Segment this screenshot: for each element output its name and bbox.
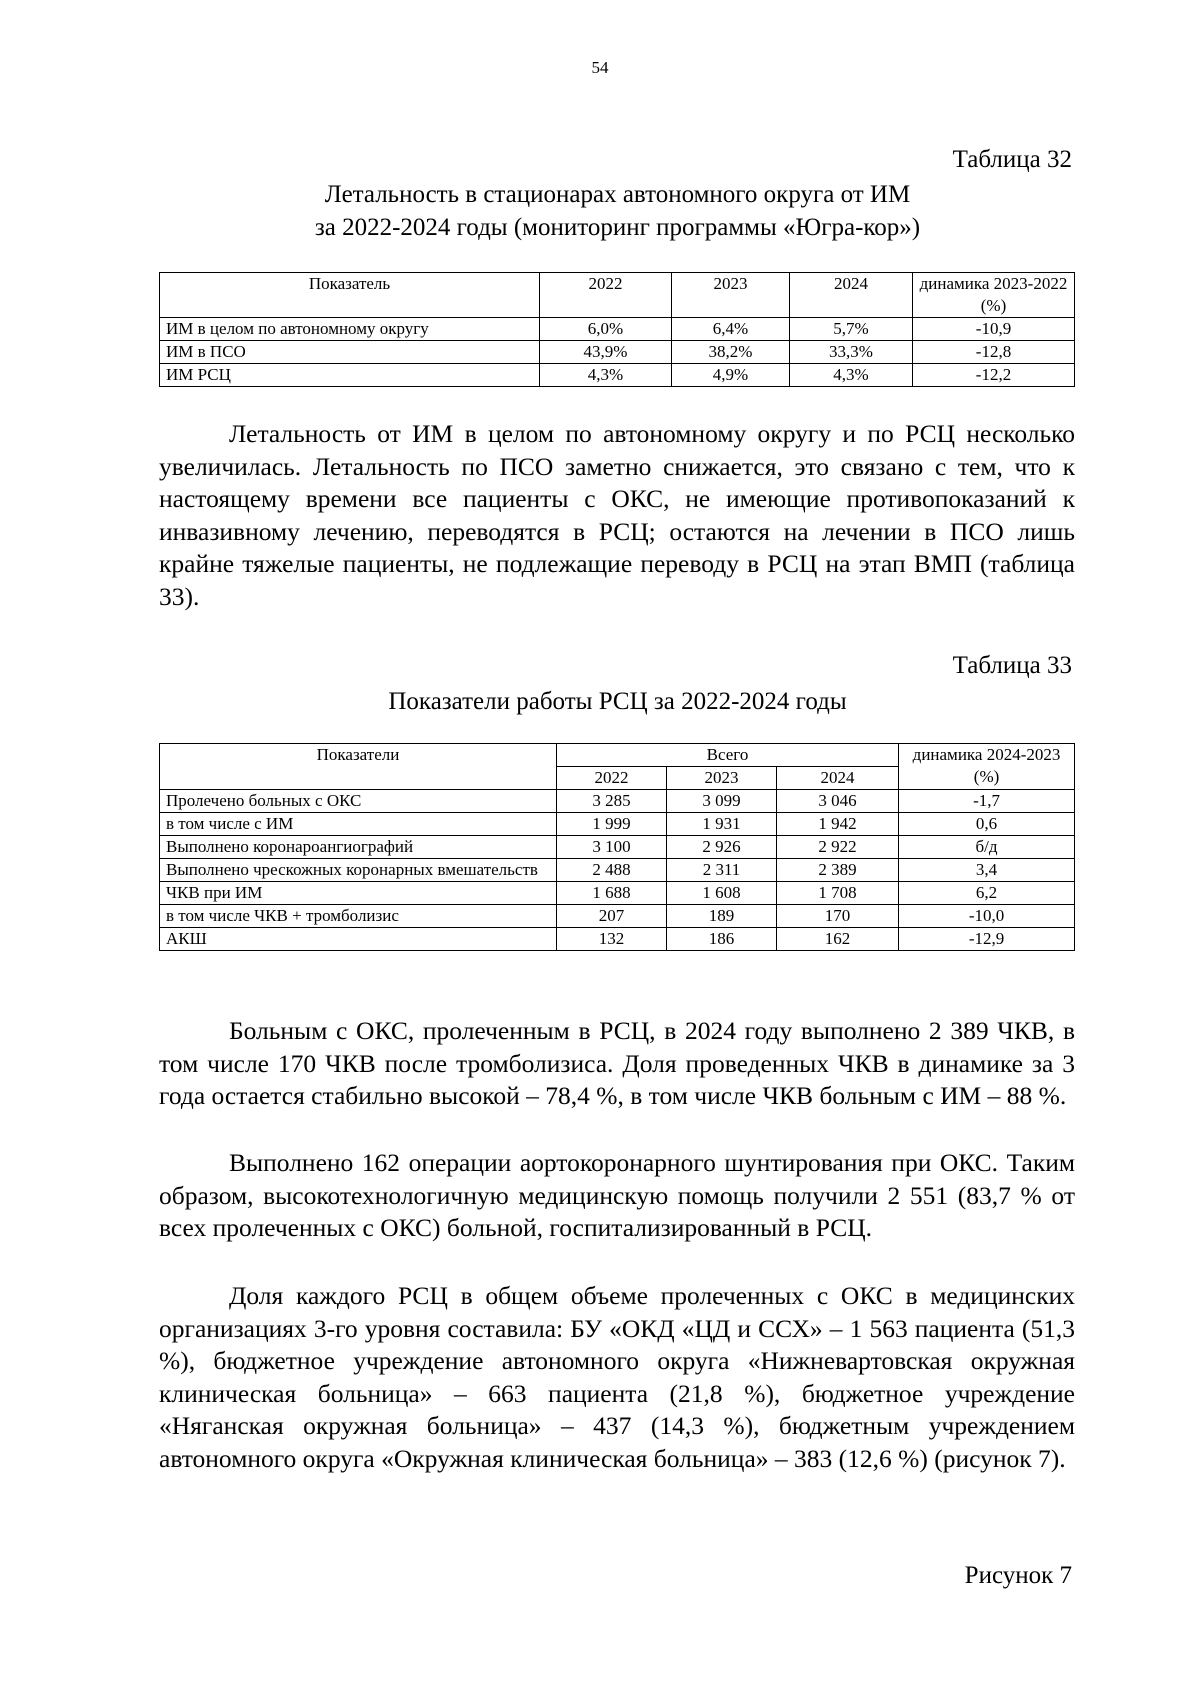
table33-year-cell: 2022 [557,767,667,790]
table-row [160,364,1075,387]
table-cell: 1 608 [667,882,777,905]
table33-header-total: Всего [557,744,899,767]
table-cell: ЧКВ при ИМ [160,882,557,905]
table33-year-cell: 2024 [777,767,899,790]
table-cell: 3 046 [777,790,899,813]
table-cell: -10,9 [913,318,1075,341]
table-row [160,318,1075,341]
table-cell: 3 285 [557,790,667,813]
paragraph-2: Больным с ОКС, пролеченным в РСЦ, в 2024 году выполнено 2 389 ЧКВ, в том числе 170 ЧКВ после тромболизиса. Доля проведенных ЧКВ в динамике за 3 года остается стабильно высокой – 78,4 %, в том числе ЧКВ больным с ИМ – 88 %. [159,1016,1075,1110]
table-cell: -12,8 [913,341,1075,364]
table33 [159,743,1075,951]
table-row [160,928,1075,951]
paragraph-4: Доля каждого РСЦ в общем объеме пролеченных с ОКС в медицинских организациях 3-го уровня составила: БУ «ОКД «ЦД и ССХ» – 1 563 пациента (51,3 %), бюджетное учреждение автономного округа «Нижневартовская окружная клиническая больница» – 663 пациента (21,8 %), бюджетное учреждение «Няганская окружная больница» – 437 (14,3 %), бюджетным учреждением автономного округа «Окружная клиническая больница» – 383 (12,6 %) (рисунок 7). [159,1281,1075,1473]
table-cell: в том числе с ИМ [160,813,557,836]
table-cell: -10,0 [899,905,1075,928]
table33-year-cell: 2023 [667,767,777,790]
table32 [159,272,1075,387]
table-cell: ИМ в ПСО [160,341,540,364]
table-cell: 3 099 [667,790,777,813]
table-cell: -1,7 [899,790,1075,813]
table-cell: Пролечено больных с ОКС [160,790,557,813]
table-cell: 4,9% [672,364,790,387]
table-cell: 186 [667,928,777,951]
table-cell: 1 708 [777,882,899,905]
table-cell: 170 [777,905,899,928]
table-row [160,790,1075,813]
table-cell: АКШ [160,928,557,951]
figure7-label: Рисунок 7 [964,1562,1072,1589]
table-cell: 207 [557,905,667,928]
table-cell: -12,9 [899,928,1075,951]
table-cell: 33,3% [790,341,913,364]
table33-header-dynamic: динамика 2024-2023 (%) [899,744,1075,790]
table-cell: 43,9% [540,341,672,364]
table33-label: Таблица 33 [952,652,1072,679]
table-cell: 2 926 [667,836,777,859]
table-row [160,813,1075,836]
table33-title: Показатели работы РСЦ за 2022-2024 годы [388,688,847,715]
table-cell: ИМ в целом по автономному округу [160,318,540,341]
table32-title [160,178,1075,244]
table-cell: 1 999 [557,813,667,836]
table-cell: 189 [667,905,777,928]
paragraph-3: Выполнено 162 операции аортокоронарного шунтирования при ОКС. Таким образом, высокотехнологичную медицинскую помощь получили 2 551 (83,7 % от всех пролеченных с ОКС) больной, госпитализированный в РСЦ. [159,1148,1075,1242]
table-cell: 6,2 [899,882,1075,905]
table32-title-line2: за 2022-2024 годы (мониторинг программы «Югра-кор») [314,214,921,241]
table-cell: 1 688 [557,882,667,905]
table-cell: б/д [899,836,1075,859]
table32-label: Таблица 32 [952,146,1072,173]
table-cell: 3,4 [899,859,1075,882]
table-cell: 2 311 [667,859,777,882]
table-cell: Выполнено коронароангиографий [160,836,557,859]
paragraph-1: Летальность от ИМ в целом по автономному округу и по РСЦ несколько увеличилась. Летальность по ПСО заметно снижается, это связано с тем, что к настоящему времени все пациенты с ОКС, не имеющие противопоказаний к инвазивному лечению, переводятся в РСЦ; остаются на лечении в ПСО лишь крайне тяжелые пациенты, не подлежащие переводу в РСЦ на этап ВМП (таблица 33). [159,419,1075,611]
page-number: 54 [591,58,609,77]
table-cell: 4,3% [540,364,672,387]
table-cell: 4,3% [790,364,913,387]
table-cell: Выполнено чрескожных коронарных вмешательств [160,859,557,882]
table-cell: 6,0% [540,318,672,341]
table33-header-row [160,744,1075,767]
table-cell: 1 931 [667,813,777,836]
table-cell: 0,6 [899,813,1075,836]
table-cell: 3 100 [557,836,667,859]
table32-header-cell: 2023 [672,273,790,318]
table-cell: 2 922 [777,836,899,859]
table-row [160,905,1075,928]
table32-header-row [160,273,1075,318]
table-cell: -12,2 [913,364,1075,387]
table32-header-cell: динамика 2023-2022 (%) [913,273,1075,318]
table-row [160,859,1075,882]
table-cell: 162 [777,928,899,951]
table-cell: 132 [557,928,667,951]
table-cell: 6,4% [672,318,790,341]
table-row [160,836,1075,859]
table32-header-cell: Показатель [160,273,540,318]
table32-header-cell: 2024 [790,273,913,318]
table-row [160,882,1075,905]
table32-header-cell: 2022 [540,273,672,318]
table-cell: 2 389 [777,859,899,882]
table-cell: 38,2% [672,341,790,364]
table-cell: 5,7% [790,318,913,341]
table-cell: 1 942 [777,813,899,836]
table-cell: в том числе ЧКВ + тромболизис [160,905,557,928]
table-row [160,341,1075,364]
table-cell: ИМ РСЦ [160,364,540,387]
table33-header-indicator: Показатели [160,744,557,790]
table32-title-line1: Летальность в стационарах автономного округа от ИМ [324,181,911,208]
table-cell: 2 488 [557,859,667,882]
